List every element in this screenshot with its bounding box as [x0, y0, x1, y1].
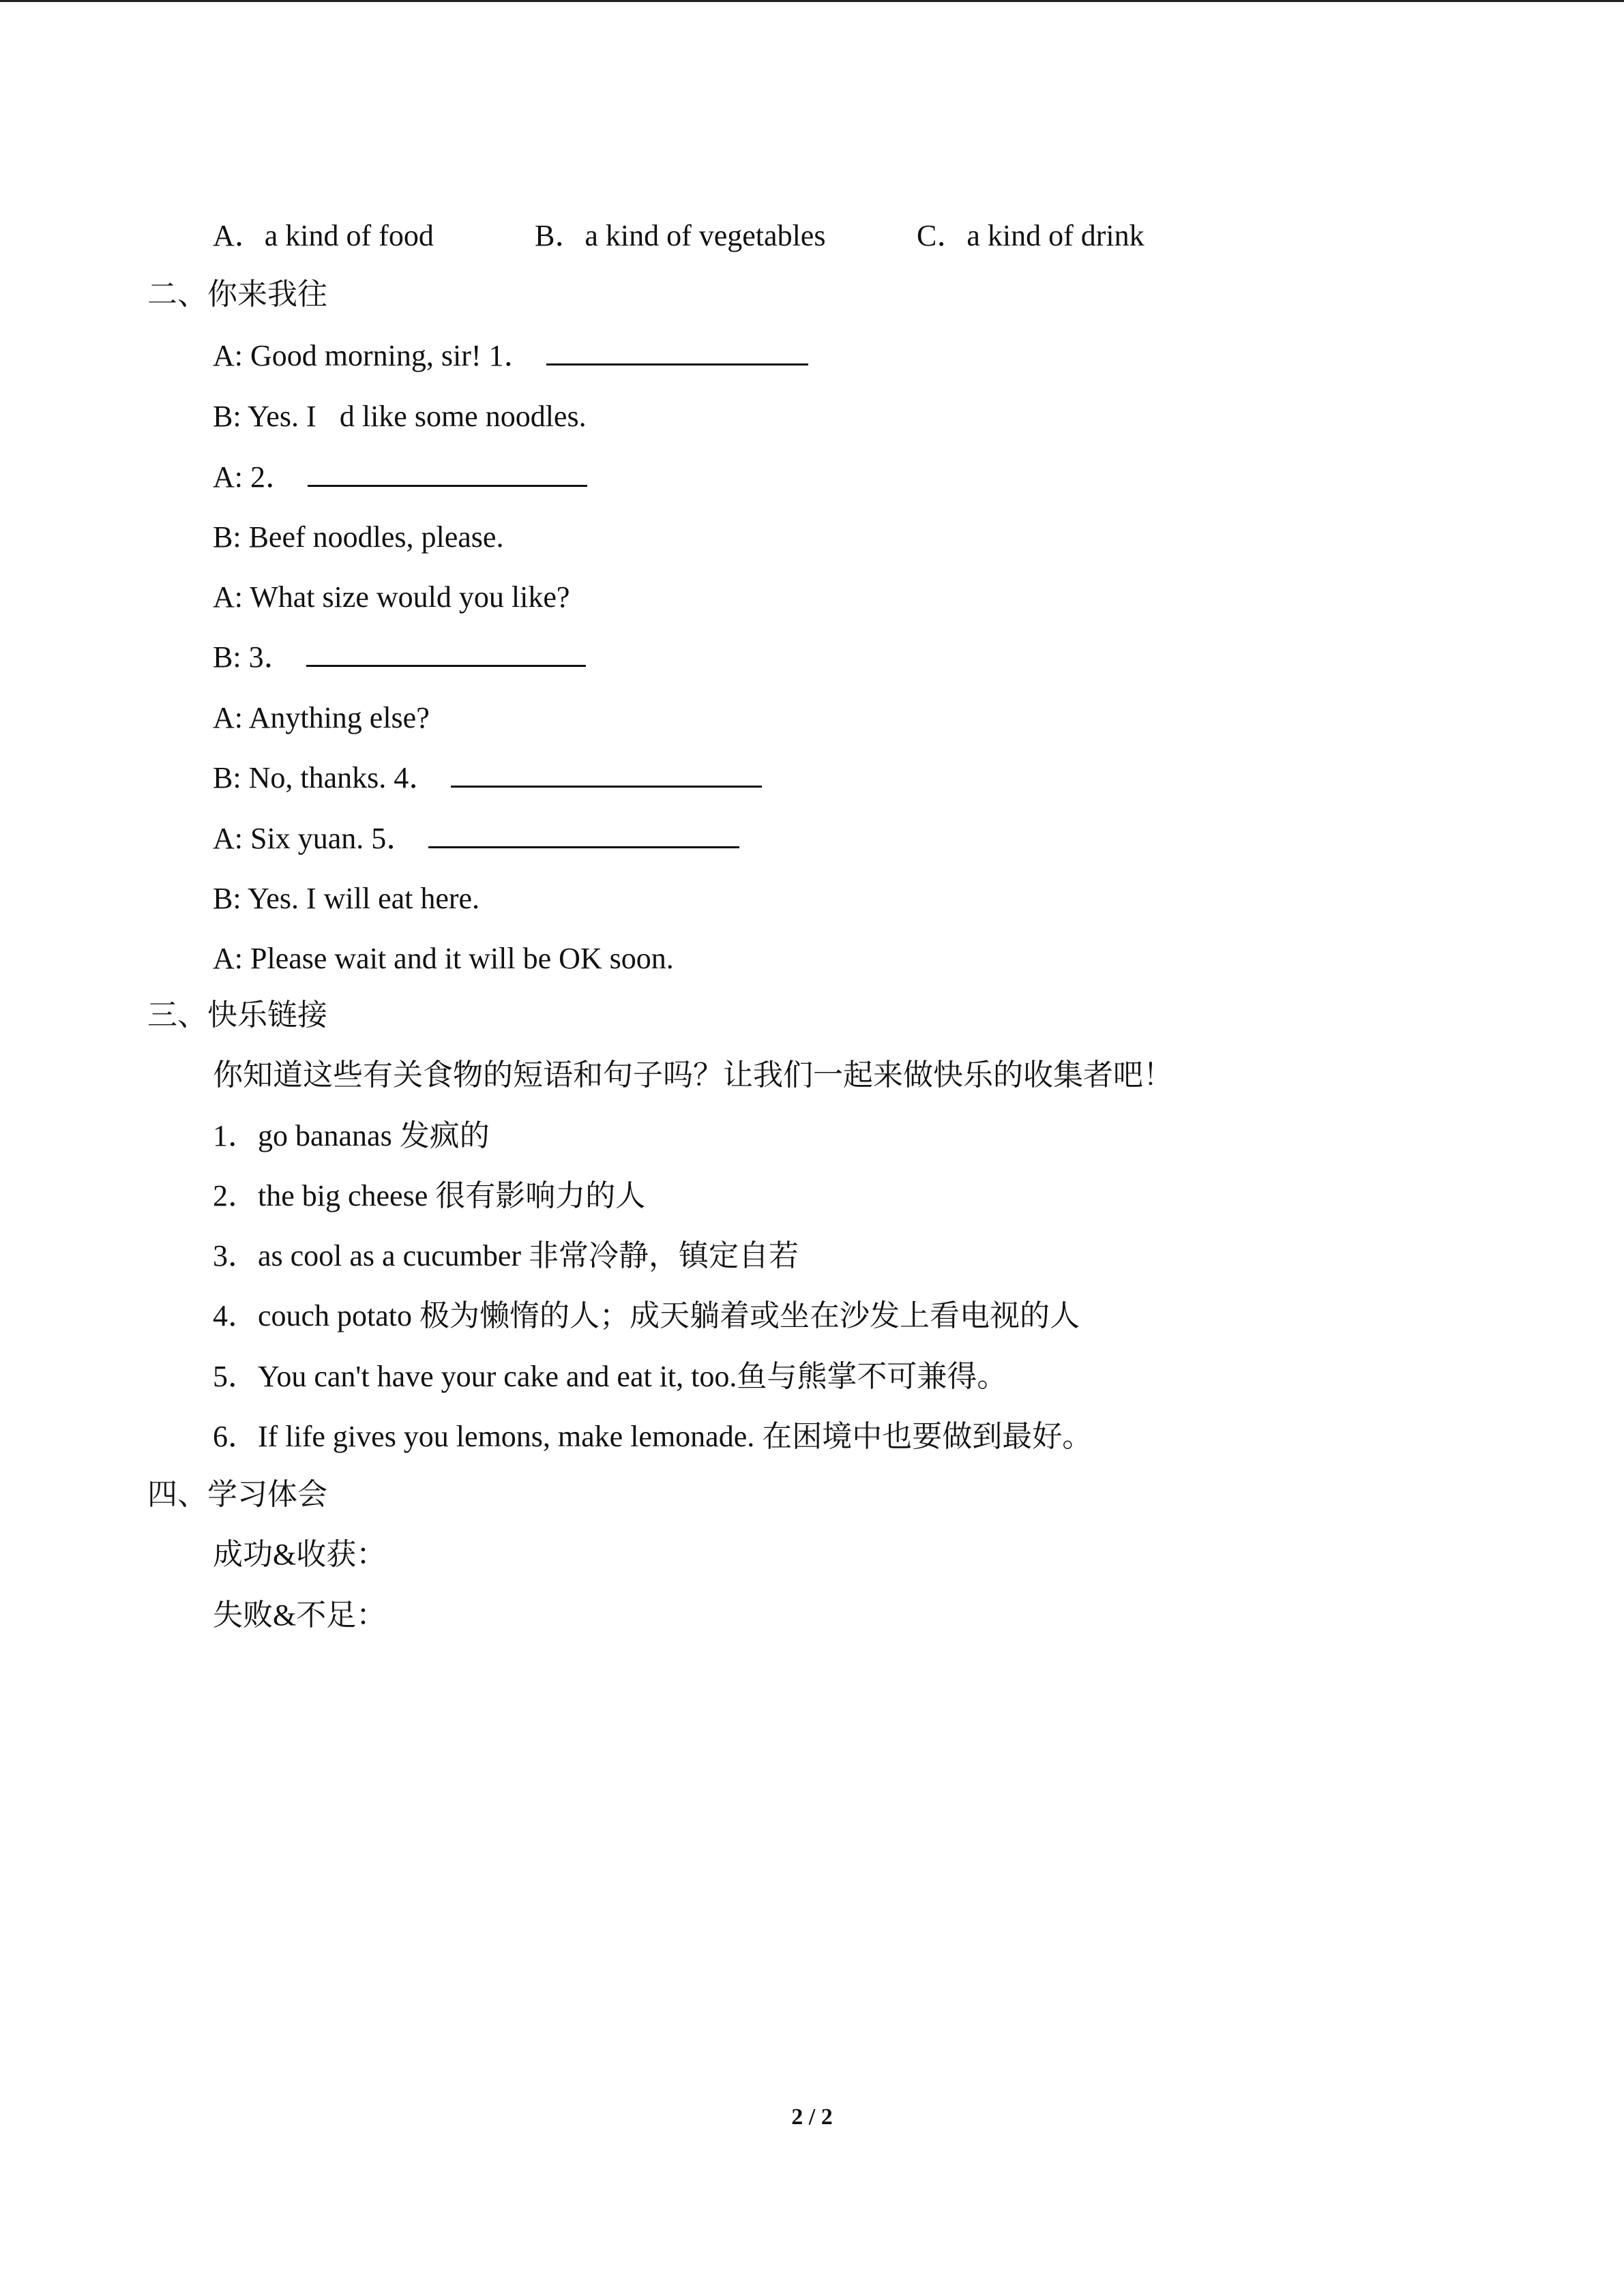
answer-blank-5[interactable] [428, 820, 739, 848]
phrase-item: 2．the big cheese 很有影响力的人 [213, 1179, 646, 1212]
dialogue-line: B: Yes. I will eat here. [213, 882, 480, 915]
phrase-item: 3．as cool as a cucumber 非常冷静，镇定自若 [213, 1239, 799, 1272]
dialogue-line [213, 458, 587, 496]
dialogue-line: A: What size would you like? [213, 580, 570, 614]
dialogue-line: B: Yes. I d like some noodles. [213, 400, 587, 433]
dialogue-line: A: Please wait and it will be OK soon. [213, 942, 674, 975]
section2-heading: 二、你来我往 [147, 278, 327, 311]
dialogue-line [213, 759, 762, 797]
page-number: 2 / 2 [791, 2104, 833, 2130]
dialogue-line: A: Anything else? [213, 701, 430, 734]
answer-blank-4[interactable] [451, 760, 762, 788]
dialogue-text: A: 2． [213, 460, 295, 494]
section4-heading: 四、学习体会 [147, 1478, 327, 1511]
dialogue-line [213, 638, 586, 676]
answer-blank-1[interactable] [546, 338, 808, 366]
dialogue-text: B: 3． [213, 640, 294, 674]
dialogue-line [213, 820, 739, 858]
option-c: C．a kind of drink [917, 219, 1145, 252]
dialogue-text: A: Six yuan. 5． [213, 822, 417, 855]
section3-intro: 你知道这些有关食物的短语和句子吗？让我们一起来做快乐的收集者吧！ [213, 1058, 1173, 1092]
failure-label: 失败&不足： [213, 1598, 387, 1632]
dialogue-text: A: Good morning, sir! 1． [213, 339, 534, 372]
phrase-item: 5．You can't have your cake and eat it, too.鱼与熊掌不可兼得。 [213, 1360, 1007, 1393]
answer-blank-3[interactable] [306, 639, 586, 667]
phrase-item: 1．go bananas 发疯的 [213, 1119, 490, 1152]
dialogue-line: B: Beef noodles, please. [213, 520, 504, 554]
phrase-item: 4．couch potato 极为懒惰的人；成天躺着或坐在沙发上看电视的人 [213, 1299, 1080, 1332]
option-b: B．a kind of vegetables [535, 219, 826, 252]
answer-blank-2[interactable] [308, 459, 587, 487]
success-label: 成功&收获： [213, 1538, 387, 1571]
dialogue-line [213, 337, 808, 375]
top-border [0, 0, 1624, 2]
section3-heading: 三、快乐链接 [147, 998, 327, 1032]
option-a: A．a kind of food [213, 219, 434, 252]
phrase-item: 6．If life gives you lemons, make lemonade. 在困境中也要做到最好。 [213, 1420, 1093, 1453]
dialogue-text: B: No, thanks. 4． [213, 761, 439, 794]
